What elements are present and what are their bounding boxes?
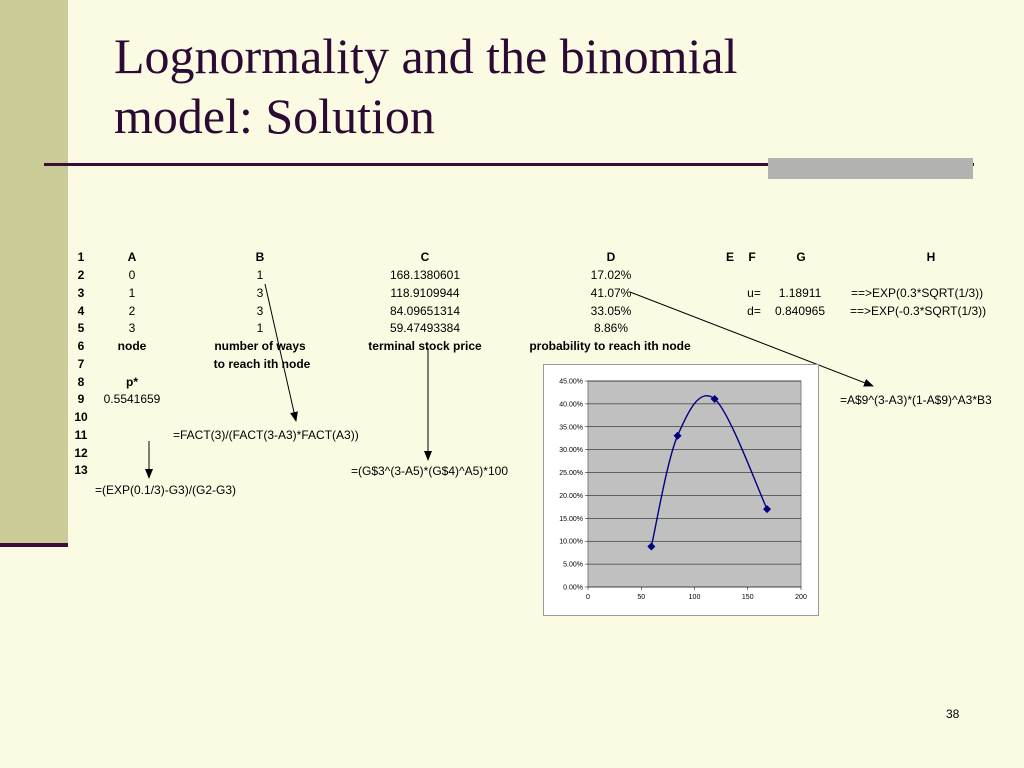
- label-ways-2: to reach ith node: [213, 357, 311, 371]
- column-header: A: [127, 250, 137, 264]
- title-line-2: model: Solution: [114, 88, 435, 144]
- row-number: 11: [74, 428, 88, 442]
- row-number: 9: [77, 392, 85, 406]
- u-label: u=: [747, 286, 761, 300]
- cell-price: 84.09651314: [389, 304, 461, 318]
- x-tick-label: 0: [586, 594, 590, 601]
- y-tick-label: 30.00%: [559, 447, 583, 455]
- row-number: 4: [77, 304, 85, 318]
- y-tick-label: 0.00%: [563, 584, 583, 592]
- column-header: F: [748, 250, 756, 264]
- row-number: 7: [77, 357, 85, 371]
- cell-ways: 1: [256, 268, 264, 282]
- x-tick-label: 150: [741, 594, 754, 601]
- arrow-ways: [265, 284, 296, 421]
- cell-probability: 17.02%: [590, 268, 632, 282]
- row-number: 3: [77, 286, 85, 300]
- cell-ways: 1: [256, 321, 264, 335]
- formula-p-star: =(EXP(0.1/3)-G3)/(G2-G3): [95, 483, 237, 497]
- x-tick-label: 200: [795, 594, 807, 601]
- column-header: C: [420, 250, 430, 264]
- u-formula: ==>EXP(0.3*SQRT(1/3)): [851, 286, 984, 300]
- plot-area: [588, 381, 801, 587]
- cell-node: 0: [128, 268, 136, 282]
- column-header: G: [796, 250, 806, 264]
- label-node: node: [117, 339, 147, 353]
- column-header: E: [725, 250, 735, 264]
- cell-probability: 41.07%: [590, 286, 632, 300]
- cell-price: 168.1380601: [389, 268, 461, 282]
- y-tick-label: 5.00%: [563, 561, 583, 569]
- row-number: 2: [77, 268, 85, 282]
- row-number: 1: [77, 250, 85, 264]
- label-probability: probability to reach ith node: [529, 339, 691, 353]
- probability-chart: [543, 364, 819, 616]
- row-number: 6: [77, 339, 85, 353]
- formula-probability: =A$9^(3-A3)*(1-A$9)^A3*B3: [840, 393, 992, 407]
- row-number: 13: [74, 463, 88, 477]
- row-number: 5: [77, 321, 85, 335]
- cell-ways: 3: [256, 286, 264, 300]
- y-tick-label: 25.00%: [559, 470, 583, 478]
- title-line-1: Lognormality and the binomial: [114, 28, 738, 84]
- cell-probability: 33.05%: [590, 304, 632, 318]
- d-formula: ==>EXP(-0.3*SQRT(1/3)): [850, 304, 987, 318]
- label-terminal-price: terminal stock price: [368, 339, 482, 353]
- d-label: d=: [747, 304, 761, 318]
- label-p-star: p*: [126, 375, 138, 389]
- y-tick-label: 45.00%: [559, 378, 583, 386]
- formula-ways: =FACT(3)/(FACT(3-A3)*FACT(A3)): [173, 428, 359, 442]
- d-value: 0.840965: [774, 304, 826, 318]
- x-tick-label: 50: [637, 594, 646, 601]
- cell-node: 1: [128, 286, 136, 300]
- row-number: 10: [74, 410, 88, 424]
- column-header: B: [255, 250, 265, 264]
- label-ways: number of ways: [214, 339, 306, 353]
- cell-ways: 3: [256, 304, 264, 318]
- cell-price: 59.47493384: [389, 321, 461, 335]
- cell-node: 3: [128, 321, 136, 335]
- u-value: 1.18911: [778, 286, 822, 300]
- x-tick-label: 100: [688, 594, 701, 601]
- cell-node: 2: [128, 304, 136, 318]
- cell-probability: 8.86%: [593, 321, 629, 335]
- slide-number: 38: [946, 707, 960, 721]
- cell-price: 118.9109944: [390, 286, 460, 300]
- row-number: 8: [77, 375, 85, 389]
- column-header: D: [606, 250, 616, 264]
- chart-canvas: [544, 365, 820, 617]
- y-tick-label: 35.00%: [559, 424, 583, 432]
- y-tick-label: 15.00%: [559, 515, 583, 523]
- row-number: 12: [74, 446, 88, 460]
- p-star-value: 0.5541659: [103, 392, 161, 406]
- y-tick-label: 20.00%: [559, 492, 583, 500]
- formula-price: =(G$3^(3-A5)*(G$4)^A5)*100: [351, 464, 508, 478]
- column-header: H: [926, 250, 936, 264]
- y-tick-label: 40.00%: [559, 401, 583, 409]
- y-tick-label: 10.00%: [559, 538, 583, 546]
